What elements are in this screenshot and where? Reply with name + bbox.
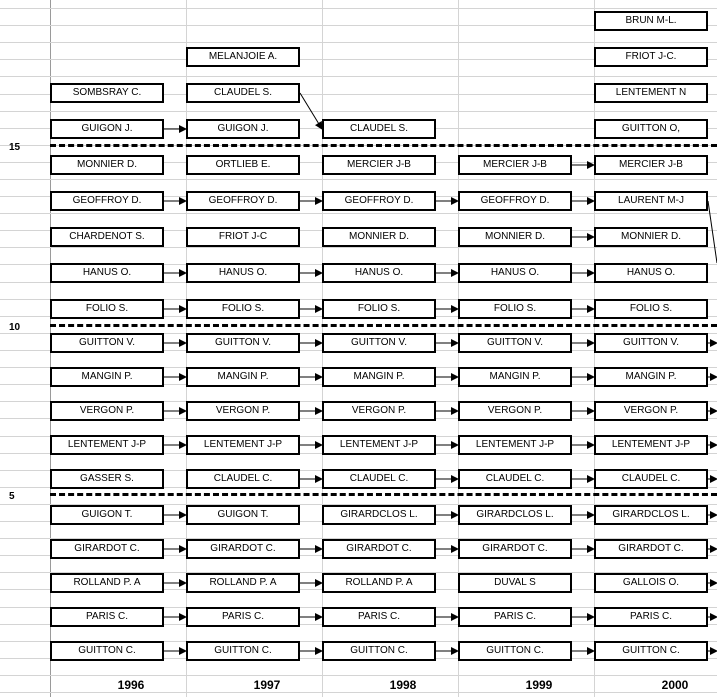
name-box[interactable]: GUITTON C. — [322, 641, 436, 661]
name-box[interactable]: MONNIER D. — [594, 227, 708, 247]
name-box[interactable]: GUITTON V. — [594, 333, 708, 353]
name-box[interactable]: CLAUDEL S. — [186, 83, 300, 103]
grid-row-line — [0, 42, 717, 43]
name-box[interactable]: GIRARDCLOS L. — [458, 505, 572, 525]
name-box[interactable]: ROLLAND P. A — [50, 573, 164, 593]
name-box[interactable]: VERGON P. — [50, 401, 164, 421]
name-box[interactable]: FOLIO S. — [50, 299, 164, 319]
name-box[interactable]: CLAUDEL C. — [458, 469, 572, 489]
name-box[interactable]: CLAUDEL C. — [594, 469, 708, 489]
name-box[interactable]: LAURENT M-J — [594, 191, 708, 211]
name-box[interactable]: PARIS C. — [458, 607, 572, 627]
name-box[interactable]: LENTEMENT J-P — [322, 435, 436, 455]
name-box[interactable]: FOLIO S. — [186, 299, 300, 319]
name-box[interactable]: PARIS C. — [50, 607, 164, 627]
arrow-offscreen — [708, 201, 717, 263]
row-label-15: 15 — [9, 142, 21, 153]
name-box[interactable]: VERGON P. — [322, 401, 436, 421]
name-box[interactable]: LENTEMENT J-P — [458, 435, 572, 455]
name-box[interactable]: FRIOT J-C — [186, 227, 300, 247]
grid-row-line — [0, 8, 717, 9]
name-box[interactable]: VERGON P. — [186, 401, 300, 421]
grid-row-line — [0, 675, 717, 676]
name-box[interactable]: MANGIN P. — [594, 367, 708, 387]
name-box[interactable]: GIRARDOT C. — [458, 539, 572, 559]
year-label-2000: 2000 — [661, 678, 689, 692]
name-box[interactable]: MERCIER J-B — [594, 155, 708, 175]
name-box[interactable]: LENTEMENT J-P — [186, 435, 300, 455]
name-box[interactable]: HANUS O. — [594, 263, 708, 283]
name-box[interactable]: MANGIN P. — [322, 367, 436, 387]
name-box[interactable]: HANUS O. — [322, 263, 436, 283]
name-box[interactable]: GEOFFROY D. — [458, 191, 572, 211]
name-box[interactable]: DUVAL S — [458, 573, 572, 593]
name-box[interactable]: GUITTON O, — [594, 119, 708, 139]
name-box[interactable]: GUITTON C. — [50, 641, 164, 661]
name-box[interactable]: GIRARDOT C. — [50, 539, 164, 559]
name-box[interactable]: FOLIO S. — [594, 299, 708, 319]
name-box[interactable]: MONNIER D. — [322, 227, 436, 247]
grid-row-line — [0, 76, 717, 77]
name-box[interactable]: PARIS C. — [594, 607, 708, 627]
name-box[interactable]: GEOFFROY D. — [322, 191, 436, 211]
name-box[interactable]: PARIS C. — [322, 607, 436, 627]
name-box[interactable]: CLAUDEL C. — [322, 469, 436, 489]
name-box[interactable]: GUIGON J. — [186, 119, 300, 139]
name-box[interactable]: GIRARDOT C. — [186, 539, 300, 559]
name-box[interactable]: GUITTON V. — [50, 333, 164, 353]
name-box[interactable]: GUIGON T. — [50, 505, 164, 525]
name-box[interactable]: GIRARDCLOS L. — [322, 505, 436, 525]
name-box[interactable]: FOLIO S. — [322, 299, 436, 319]
name-box[interactable]: GUITTON V. — [458, 333, 572, 353]
name-box[interactable]: LENTEMENT N — [594, 83, 708, 103]
name-box[interactable]: GEOFFROY D. — [186, 191, 300, 211]
year-label-1998: 1998 — [389, 678, 417, 692]
name-box[interactable]: GIRARDOT C. — [322, 539, 436, 559]
name-box[interactable]: GUITTON C. — [594, 641, 708, 661]
name-box[interactable]: CHARDENOT S. — [50, 227, 164, 247]
name-box[interactable]: GALLOIS O. — [594, 573, 708, 593]
name-box[interactable]: GIRARDCLOS L. — [594, 505, 708, 525]
name-box[interactable]: ROLLAND P. A — [322, 573, 436, 593]
row-label-10: 10 — [9, 322, 21, 333]
name-box[interactable]: MELANJOIE A. — [186, 47, 300, 67]
grid-row-line — [0, 247, 717, 248]
name-box[interactable]: MANGIN P. — [458, 367, 572, 387]
name-box[interactable]: MANGIN P. — [50, 367, 164, 387]
name-box[interactable]: GASSER S. — [50, 469, 164, 489]
name-box[interactable]: HANUS O. — [186, 263, 300, 283]
name-box[interactable]: ROLLAND P. A — [186, 573, 300, 593]
name-box[interactable]: MONNIER D. — [458, 227, 572, 247]
name-box[interactable]: GUIGON T. — [186, 505, 300, 525]
name-box[interactable]: ORTLIEB E. — [186, 155, 300, 175]
name-box[interactable]: MANGIN P. — [186, 367, 300, 387]
year-label-1999: 1999 — [525, 678, 553, 692]
year-label-1996: 1996 — [117, 678, 145, 692]
name-box[interactable]: MERCIER J-B — [322, 155, 436, 175]
divider-10 — [50, 324, 717, 327]
grid-row-line — [0, 213, 717, 214]
name-box[interactable]: GUITTON C. — [186, 641, 300, 661]
name-box[interactable]: GUIGON J. — [50, 119, 164, 139]
name-box[interactable]: FRIOT J-C. — [594, 47, 708, 67]
name-box[interactable]: GUITTON C. — [458, 641, 572, 661]
name-box[interactable]: HANUS O. — [50, 263, 164, 283]
grid-row-line — [0, 692, 717, 693]
row-label-5: 5 — [9, 491, 15, 502]
name-box[interactable]: GUITTON V. — [322, 333, 436, 353]
name-box[interactable]: FOLIO S. — [458, 299, 572, 319]
divider-5 — [50, 493, 717, 496]
name-box[interactable]: MONNIER D. — [50, 155, 164, 175]
divider-15 — [50, 144, 717, 147]
name-box[interactable]: CLAUDEL C. — [186, 469, 300, 489]
name-box[interactable]: LENTEMENT J-P — [50, 435, 164, 455]
name-box[interactable]: MERCIER J-B — [458, 155, 572, 175]
name-box[interactable]: HANUS O. — [458, 263, 572, 283]
name-box[interactable]: LENTEMENT J-P — [594, 435, 708, 455]
name-box[interactable]: SOMBSRAY C. — [50, 83, 164, 103]
name-box[interactable]: GUITTON V. — [186, 333, 300, 353]
name-box[interactable]: CLAUDEL S. — [322, 119, 436, 139]
name-box[interactable]: VERGON P. — [458, 401, 572, 421]
grid-row-line — [0, 179, 717, 180]
name-box[interactable]: PARIS C. — [186, 607, 300, 627]
year-label-1997: 1997 — [253, 678, 281, 692]
name-box[interactable]: GEOFFROY D. — [50, 191, 164, 211]
name-box[interactable]: BRUN M-L. — [594, 11, 708, 31]
grid-row-line — [0, 111, 717, 112]
name-box[interactable]: VERGON P. — [594, 401, 708, 421]
name-box[interactable]: GIRARDOT C. — [594, 539, 708, 559]
